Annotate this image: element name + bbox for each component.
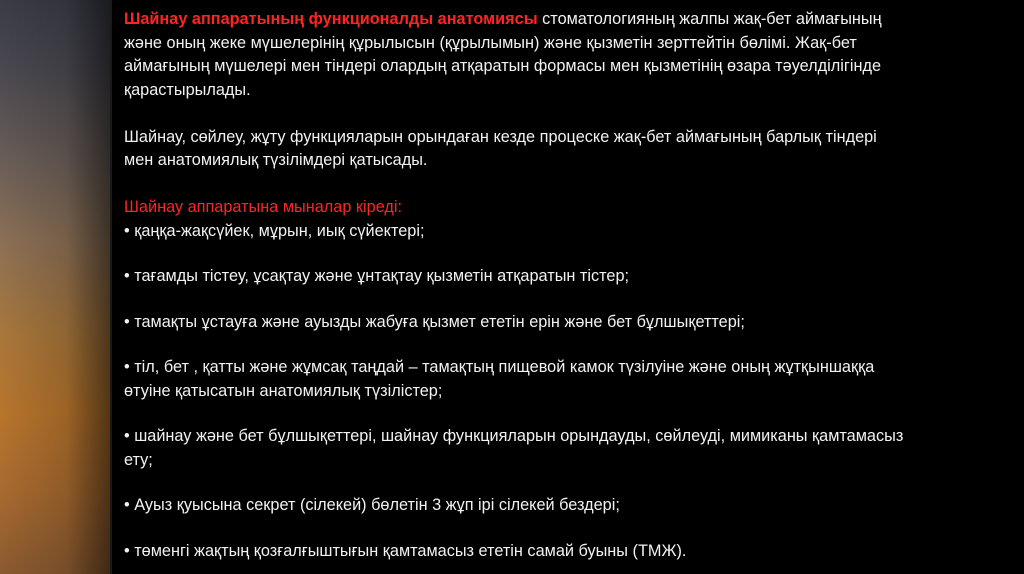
bullet-item: • Ауыз қуысына секрет (сілекей) бөлетін 3 жұп ірі сілекей бездері; <box>124 496 620 514</box>
bullet-item: • шайнау және бет бұлшықеттері, шайнау функцияларын орындауды, сөйлеуді, мимиканы қамтамасыз ету; <box>124 427 904 469</box>
bullet-item: • төменгі жақтың қозғалғыштығын қамтамасыз ететін самай буыны (ТМЖ). <box>124 541 687 560</box>
slide-content <box>124 8 904 563</box>
bullet-item: • тағамды тістеу, ұсақтау және ұнтақтау қызметін атқаратын тістер; <box>124 267 630 285</box>
paragraph-2: Шайнау, сөйлеу, жұту функцияларын орындаған кезде процеске жақ-бет аймағының барлық тіндері мен анатомиялық түзілімдері қатысады. <box>124 127 877 169</box>
bullet-item: • тіл, бет , қатты және жұмсақ таңдай – тамақтың пищевой камок түзілуіне және оның жұтқыншаққа өтуіне қатысатын анатомиялық түзілістер; <box>124 358 875 400</box>
divider <box>110 0 112 574</box>
list-heading: Шайнау аппаратына мыналар кіреді: <box>124 198 403 216</box>
intro-text: стоматологияның жалпы жақ-бет аймағының және оның жеке мүшелерінің құрылысын (құрылымын) және қызметін зерттейтін бөлімі. Жақ-бет аймағының мүшелері мен тіндері олардың атқаратын формасы мен қызметінің өзара тәуелділігінде қарастырылады. <box>124 10 882 99</box>
bullet-item: • тамақты ұстауға және ауызды жабуға қызмет ететін ерін және бет бұлшықеттері; <box>124 312 745 331</box>
bullet-item: • қаңқа-жақсүйек, мұрын, иық сүйектері; <box>124 221 425 240</box>
intro-paragraph <box>124 8 904 102</box>
decorative-gradient-strip <box>0 0 110 574</box>
intro-highlight: Шайнау аппаратының функционалды анатомиясы <box>124 10 538 28</box>
